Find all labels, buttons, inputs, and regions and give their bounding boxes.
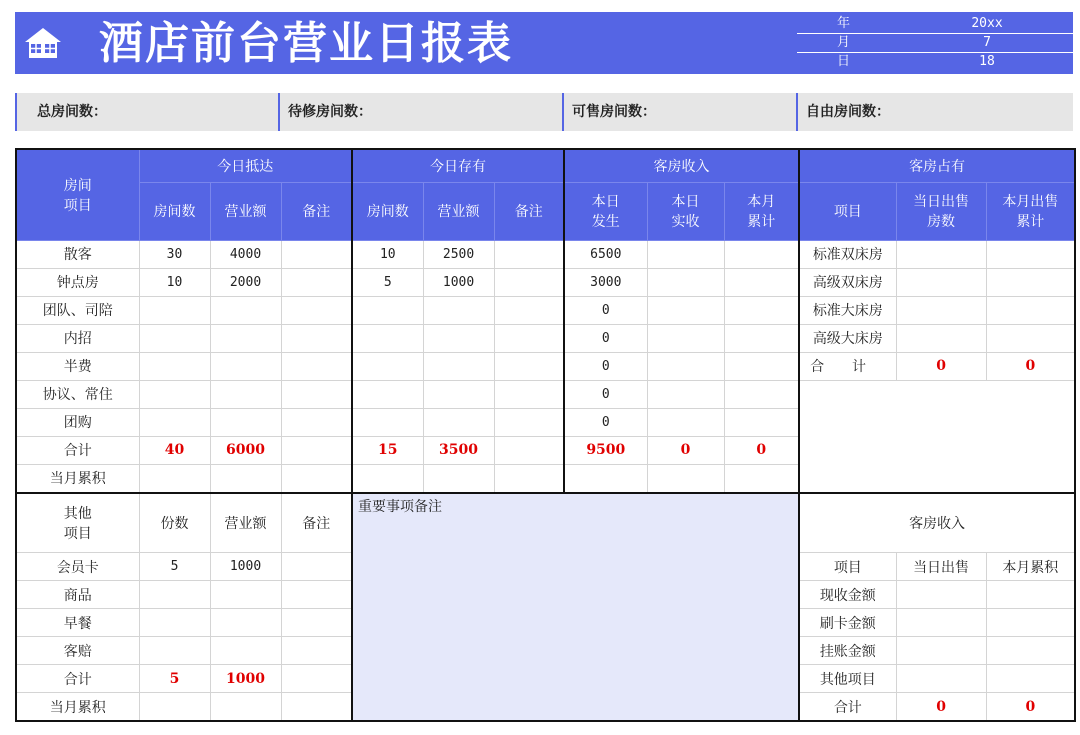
occupy-total-label: 合 计 [799,352,896,380]
month-total-cell[interactable] [724,352,799,380]
date-year [797,15,1073,34]
table-row [16,324,1075,352]
stay-rooms-cell[interactable] [352,296,423,324]
arrive-rooms-cell[interactable] [139,408,210,436]
day-occur-cell[interactable]: 6500 [564,240,647,268]
info-bar [15,93,1073,131]
income2-header-month: 本月累积 [986,553,1075,581]
income2-month-cell[interactable] [986,581,1075,609]
header-arrive-note: 备注 [281,182,352,240]
row-label: 团购 [16,408,139,436]
occupy-month-cell[interactable] [986,296,1075,324]
other-header-note: 备注 [281,493,352,553]
row-label: 半费 [16,352,139,380]
table-row [16,380,1075,408]
other-header-revenue: 营业额 [210,493,281,553]
occupy-total-day: 0 [896,352,986,380]
day-occur-cell[interactable]: 3000 [564,268,647,296]
month-acc-cell[interactable] [564,464,647,493]
month-acc-label: 当月累积 [16,464,139,493]
occupy-empty-area [799,380,1075,493]
month-acc-cell[interactable] [281,464,352,493]
stay-rooms-cell[interactable] [352,380,423,408]
occupy-day-cell[interactable] [896,324,986,352]
income2-month-cell[interactable] [986,609,1075,637]
stay-note-cell[interactable] [494,380,564,408]
day-occur-cell[interactable]: 0 [564,352,647,380]
date-year-label: 年 [837,16,851,31]
income2-row-label: 其他项目 [799,665,896,693]
occupy-month-cell[interactable] [986,268,1075,296]
total-arrive-rooms: 40 [139,436,210,464]
stay-note-cell[interactable] [494,408,564,436]
stay-note-cell[interactable] [494,352,564,380]
other-header-row [16,493,1075,553]
occupy-item-label: 标准大床房 [799,296,896,324]
header-arrive: 今日抵达 [139,149,352,182]
month-total-cell[interactable] [724,240,799,268]
header-arrive-rooms: 房间数 [139,182,210,240]
arrive-note-cell[interactable] [281,268,352,296]
income2-header-day: 当日出售 [896,553,986,581]
day-received-cell[interactable] [647,240,724,268]
occupy-total-month: 0 [986,352,1075,380]
stay-note-cell[interactable] [494,240,564,268]
free-rooms-label: 自由房间数： [796,93,1073,131]
header-occupy: 客房占有 [799,149,1075,182]
other-revenue-cell[interactable]: 1000 [210,553,281,581]
income2-day-cell[interactable] [896,665,986,693]
arrive-revenue-cell[interactable] [210,380,281,408]
other-count-cell[interactable] [139,581,210,609]
header-stay-note: 备注 [494,182,564,240]
day-received-cell[interactable] [647,268,724,296]
income2-month-cell[interactable] [986,637,1075,665]
date-month [797,34,1073,53]
occupy-item-label: 高级双床房 [799,268,896,296]
stay-rooms-cell[interactable]: 10 [352,240,423,268]
income2-day-cell[interactable] [896,637,986,665]
sellable-rooms-label: 可售房间数： [562,93,796,131]
day-occur-cell[interactable]: 0 [564,324,647,352]
stay-revenue-cell[interactable]: 1000 [423,268,494,296]
income2-header-item: 项目 [799,553,896,581]
arrive-rooms-cell[interactable]: 10 [139,268,210,296]
stay-revenue-cell[interactable] [423,324,494,352]
other-header-count: 份数 [139,493,210,553]
header-month-sold: 本月出售 累计 [986,182,1075,240]
other-row-label: 会员卡 [16,553,139,581]
income2-title: 客房收入 [799,493,1075,553]
stay-revenue-cell[interactable] [423,352,494,380]
arrive-revenue-cell[interactable] [210,408,281,436]
header-day-sold: 当日出售 房数 [896,182,986,240]
header-stay: 今日存有 [352,149,564,182]
table-row [16,296,1075,324]
total-day-received: 0 [647,436,724,464]
other-total-note[interactable] [281,665,352,693]
arrive-revenue-cell[interactable] [210,324,281,352]
total-rooms-label: 总房间数： [15,93,278,131]
header-stay-rooms: 房间数 [352,182,423,240]
header-day-occur: 本日 发生 [564,182,647,240]
header-stay-revenue: 营业额 [423,182,494,240]
occupy-item-label: 标准双床房 [799,240,896,268]
day-occur-cell[interactable]: 0 [564,296,647,324]
month-acc-cell[interactable] [494,464,564,493]
arrive-note-cell[interactable] [281,380,352,408]
month-acc-cell[interactable] [423,464,494,493]
stay-revenue-cell[interactable] [423,408,494,436]
other-month-acc-cell[interactable] [281,693,352,722]
day-occur-cell[interactable]: 0 [564,380,647,408]
date-month-value[interactable]: 7 [983,35,991,50]
arrive-note-cell[interactable] [281,324,352,352]
report-table [15,148,1076,722]
header-arrive-revenue: 营业额 [210,182,281,240]
arrive-revenue-cell[interactable]: 2000 [210,268,281,296]
month-acc-cell[interactable] [139,464,210,493]
date-year-value[interactable]: 20xx [971,16,1003,31]
month-total-cell[interactable] [724,408,799,436]
row-label: 团队、司陪 [16,296,139,324]
header-income: 客房收入 [564,149,799,182]
total-stay-rooms: 15 [352,436,423,464]
stay-note-cell[interactable] [494,268,564,296]
arrive-rooms-cell[interactable] [139,324,210,352]
income2-total-label: 合计 [799,693,896,722]
header-occupy-item: 项目 [799,182,896,240]
other-note-cell[interactable] [281,553,352,581]
other-revenue-cell[interactable] [210,637,281,665]
other-note-cell[interactable] [281,609,352,637]
row-label: 散客 [16,240,139,268]
arrive-revenue-cell[interactable] [210,296,281,324]
date-month-label: 月 [837,35,851,50]
occupy-day-cell[interactable] [896,240,986,268]
date-day-label: 日 [837,54,851,69]
stay-note-cell[interactable] [494,324,564,352]
arrive-note-cell[interactable] [281,352,352,380]
occupy-month-cell[interactable] [986,240,1075,268]
important-notes-label: 重要事项备注 [358,498,443,515]
other-count-cell[interactable]: 5 [139,553,210,581]
other-total-count: 5 [139,665,210,693]
month-total-cell[interactable] [724,296,799,324]
month-acc-cell[interactable] [210,464,281,493]
stay-rooms-cell[interactable] [352,352,423,380]
total-month: 0 [724,436,799,464]
row-label: 内招 [16,324,139,352]
date-day-value[interactable]: 18 [979,54,995,69]
house-icon [23,26,63,60]
other-month-acc-cell[interactable] [139,693,210,722]
header-room-item: 房间 项目 [16,149,139,240]
income2-row-label: 刷卡金额 [799,609,896,637]
stay-revenue-cell[interactable] [423,380,494,408]
other-count-cell[interactable] [139,637,210,665]
income2-day-cell[interactable] [896,609,986,637]
stay-revenue-cell[interactable] [423,296,494,324]
arrive-note-cell[interactable] [281,408,352,436]
other-count-cell[interactable] [139,609,210,637]
month-acc-cell[interactable] [724,464,799,493]
other-header-item: 其他 项目 [16,493,139,553]
table-row [16,352,1075,380]
month-total-cell[interactable] [724,380,799,408]
total-day-occur: 9500 [564,436,647,464]
day-received-cell[interactable] [647,324,724,352]
arrive-revenue-cell[interactable]: 4000 [210,240,281,268]
stay-note-cell[interactable] [494,296,564,324]
other-note-cell[interactable] [281,581,352,609]
day-received-cell[interactable] [647,408,724,436]
total-stay-revenue: 3500 [423,436,494,464]
total-label: 合计 [16,436,139,464]
important-notes[interactable] [352,493,799,722]
table-row [16,268,1075,296]
page-title: 酒店前台营业日报表 [99,18,513,69]
other-revenue-cell[interactable] [210,581,281,609]
stay-rooms-cell[interactable]: 5 [352,268,423,296]
repair-rooms-label: 待修房间数： [278,93,562,131]
other-revenue-cell[interactable] [210,609,281,637]
occupy-item-label: 高级大床房 [799,324,896,352]
occupy-day-cell[interactable] [896,268,986,296]
day-received-cell[interactable] [647,352,724,380]
total-stay-note[interactable] [494,436,564,464]
stay-rooms-cell[interactable] [352,324,423,352]
total-arrive-revenue: 6000 [210,436,281,464]
other-month-acc-cell[interactable] [210,693,281,722]
arrive-rooms-cell[interactable] [139,380,210,408]
arrive-rooms-cell[interactable] [139,296,210,324]
day-received-cell[interactable] [647,380,724,408]
arrive-note-cell[interactable] [281,296,352,324]
table-row [16,240,1075,268]
arrive-note-cell[interactable] [281,240,352,268]
day-received-cell[interactable] [647,296,724,324]
month-acc-cell[interactable] [647,464,724,493]
other-row-label: 客赔 [16,637,139,665]
income2-month-cell[interactable] [986,665,1075,693]
arrive-revenue-cell[interactable] [210,352,281,380]
date-box [797,14,1073,74]
other-total-revenue: 1000 [210,665,281,693]
other-row-label: 早餐 [16,609,139,637]
income2-day-cell[interactable] [896,581,986,609]
month-total-cell[interactable] [724,324,799,352]
income2-row-label: 现收金额 [799,581,896,609]
stay-revenue-cell[interactable]: 2500 [423,240,494,268]
month-acc-cell[interactable] [352,464,423,493]
row-label: 钟点房 [16,268,139,296]
total-arrive-note[interactable] [281,436,352,464]
header-day-received: 本日 实收 [647,182,724,240]
month-total-cell[interactable] [724,268,799,296]
occupy-day-cell[interactable] [896,296,986,324]
arrive-rooms-cell[interactable] [139,352,210,380]
row-label: 协议、常住 [16,380,139,408]
income2-row-label: 挂账金额 [799,637,896,665]
arrive-rooms-cell[interactable]: 30 [139,240,210,268]
other-month-acc-label: 当月累积 [16,693,139,722]
stay-rooms-cell[interactable] [352,408,423,436]
income2-total-month: 0 [986,693,1075,722]
other-total-label: 合计 [16,665,139,693]
other-note-cell[interactable] [281,637,352,665]
day-occur-cell[interactable]: 0 [564,408,647,436]
date-day [797,53,1073,71]
other-row-label: 商品 [16,581,139,609]
header-month-total: 本月 累计 [724,182,799,240]
income2-total-day: 0 [896,693,986,722]
occupy-month-cell[interactable] [986,324,1075,352]
